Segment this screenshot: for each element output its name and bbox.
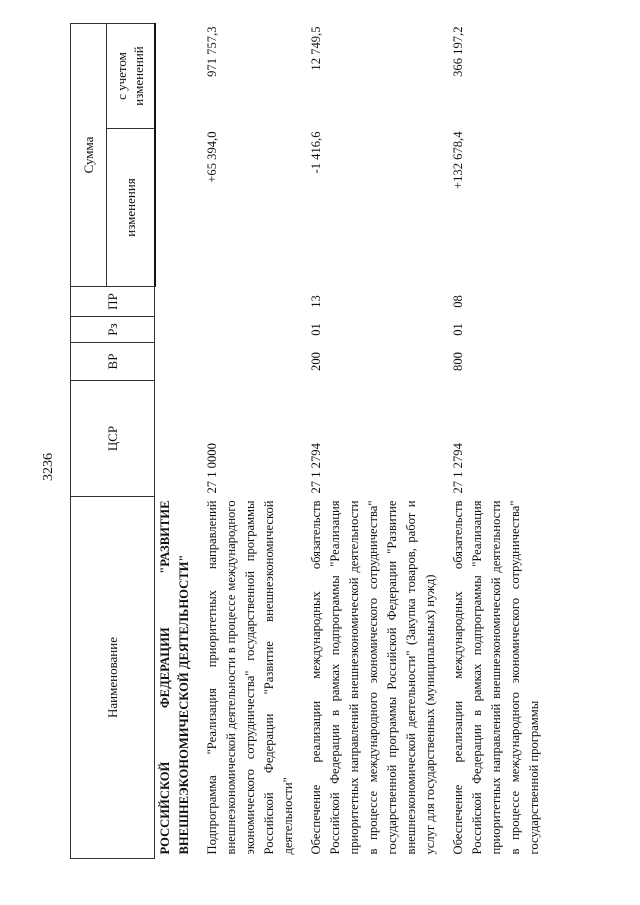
header-with-change: с учетом изменений [107, 24, 155, 129]
header-pr: ПР [71, 287, 155, 317]
row-pr: 13 [309, 295, 323, 308]
row-with-change: 366 197,2 [451, 26, 465, 77]
table-row [155, 24, 203, 859]
header-csr: ЦСР [71, 381, 155, 497]
row-vr [155, 343, 203, 381]
budget-table [70, 23, 552, 859]
row-name: РОССИЙСКОЙ ФЕДЕРАЦИИ "РАЗВИТИЕ ВНЕШНЕЭКОНОМИЧЕСКОЙ ДЕЯТЕЛЬНОСТИ" [158, 500, 191, 855]
row-csr: 27 1 0000 [205, 443, 219, 494]
row-with-change: 12 749,5 [309, 26, 323, 71]
row-csr [155, 381, 203, 497]
header-name: Наименование [71, 497, 155, 859]
row-change: +132 678,4 [451, 131, 465, 189]
row-name: Обеспечение реализации международных обязательств Российской Федерации в рамках подпрограммы "Реализация приоритетных направлений внешнеэкономической деятельности в процессе международного экономического сотрудничества" государственной программы [451, 500, 541, 855]
row-rz: 01 [309, 323, 323, 336]
header-change: изменения [107, 129, 155, 287]
row-vr [202, 343, 306, 381]
row-change: -1 416,6 [309, 131, 323, 174]
row-rz: 01 [451, 323, 465, 336]
row-pr: 08 [451, 295, 465, 308]
row-csr: 27 1 2794 [309, 443, 323, 494]
row-name: Обеспечение реализации международных обязательств Российской Федерации в рамках подпрограммы "Реализация приоритетных направлений внешнеэкономической деятельности в процессе международного экономического сотрудничества" государственной программы Российской Федерации "Развитие внешнеэкономической деятельности" (Закупка товаров, работ и услуг для государственных (муниципальных) нужд) [309, 500, 437, 855]
table-row [202, 24, 306, 859]
row-vr: 200 [309, 352, 323, 371]
row-with-change [155, 24, 203, 129]
table-row [306, 24, 448, 859]
page-number: 3236 [41, 453, 56, 481]
row-csr: 27 1 2794 [451, 443, 465, 494]
row-name: Подпрограмма "Реализация приоритетных направлений внешнеэкономической деятельности в процессе международного экономического сотрудничества" государственной программы Российской Федерации "Развитие внешнеэкономической деятельности" [205, 500, 295, 855]
header-rz: Рз [71, 317, 155, 343]
row-rz [202, 317, 306, 343]
row-rz [155, 317, 203, 343]
table-row [448, 24, 552, 859]
row-pr [155, 287, 203, 317]
row-vr: 800 [451, 352, 465, 371]
row-change: +65 394,0 [205, 131, 219, 183]
row-with-change: 971 757,3 [205, 26, 219, 77]
row-change [155, 129, 203, 287]
row-pr [202, 287, 306, 317]
header-vr: ВР [71, 343, 155, 381]
header-sum: Сумма [71, 24, 107, 287]
